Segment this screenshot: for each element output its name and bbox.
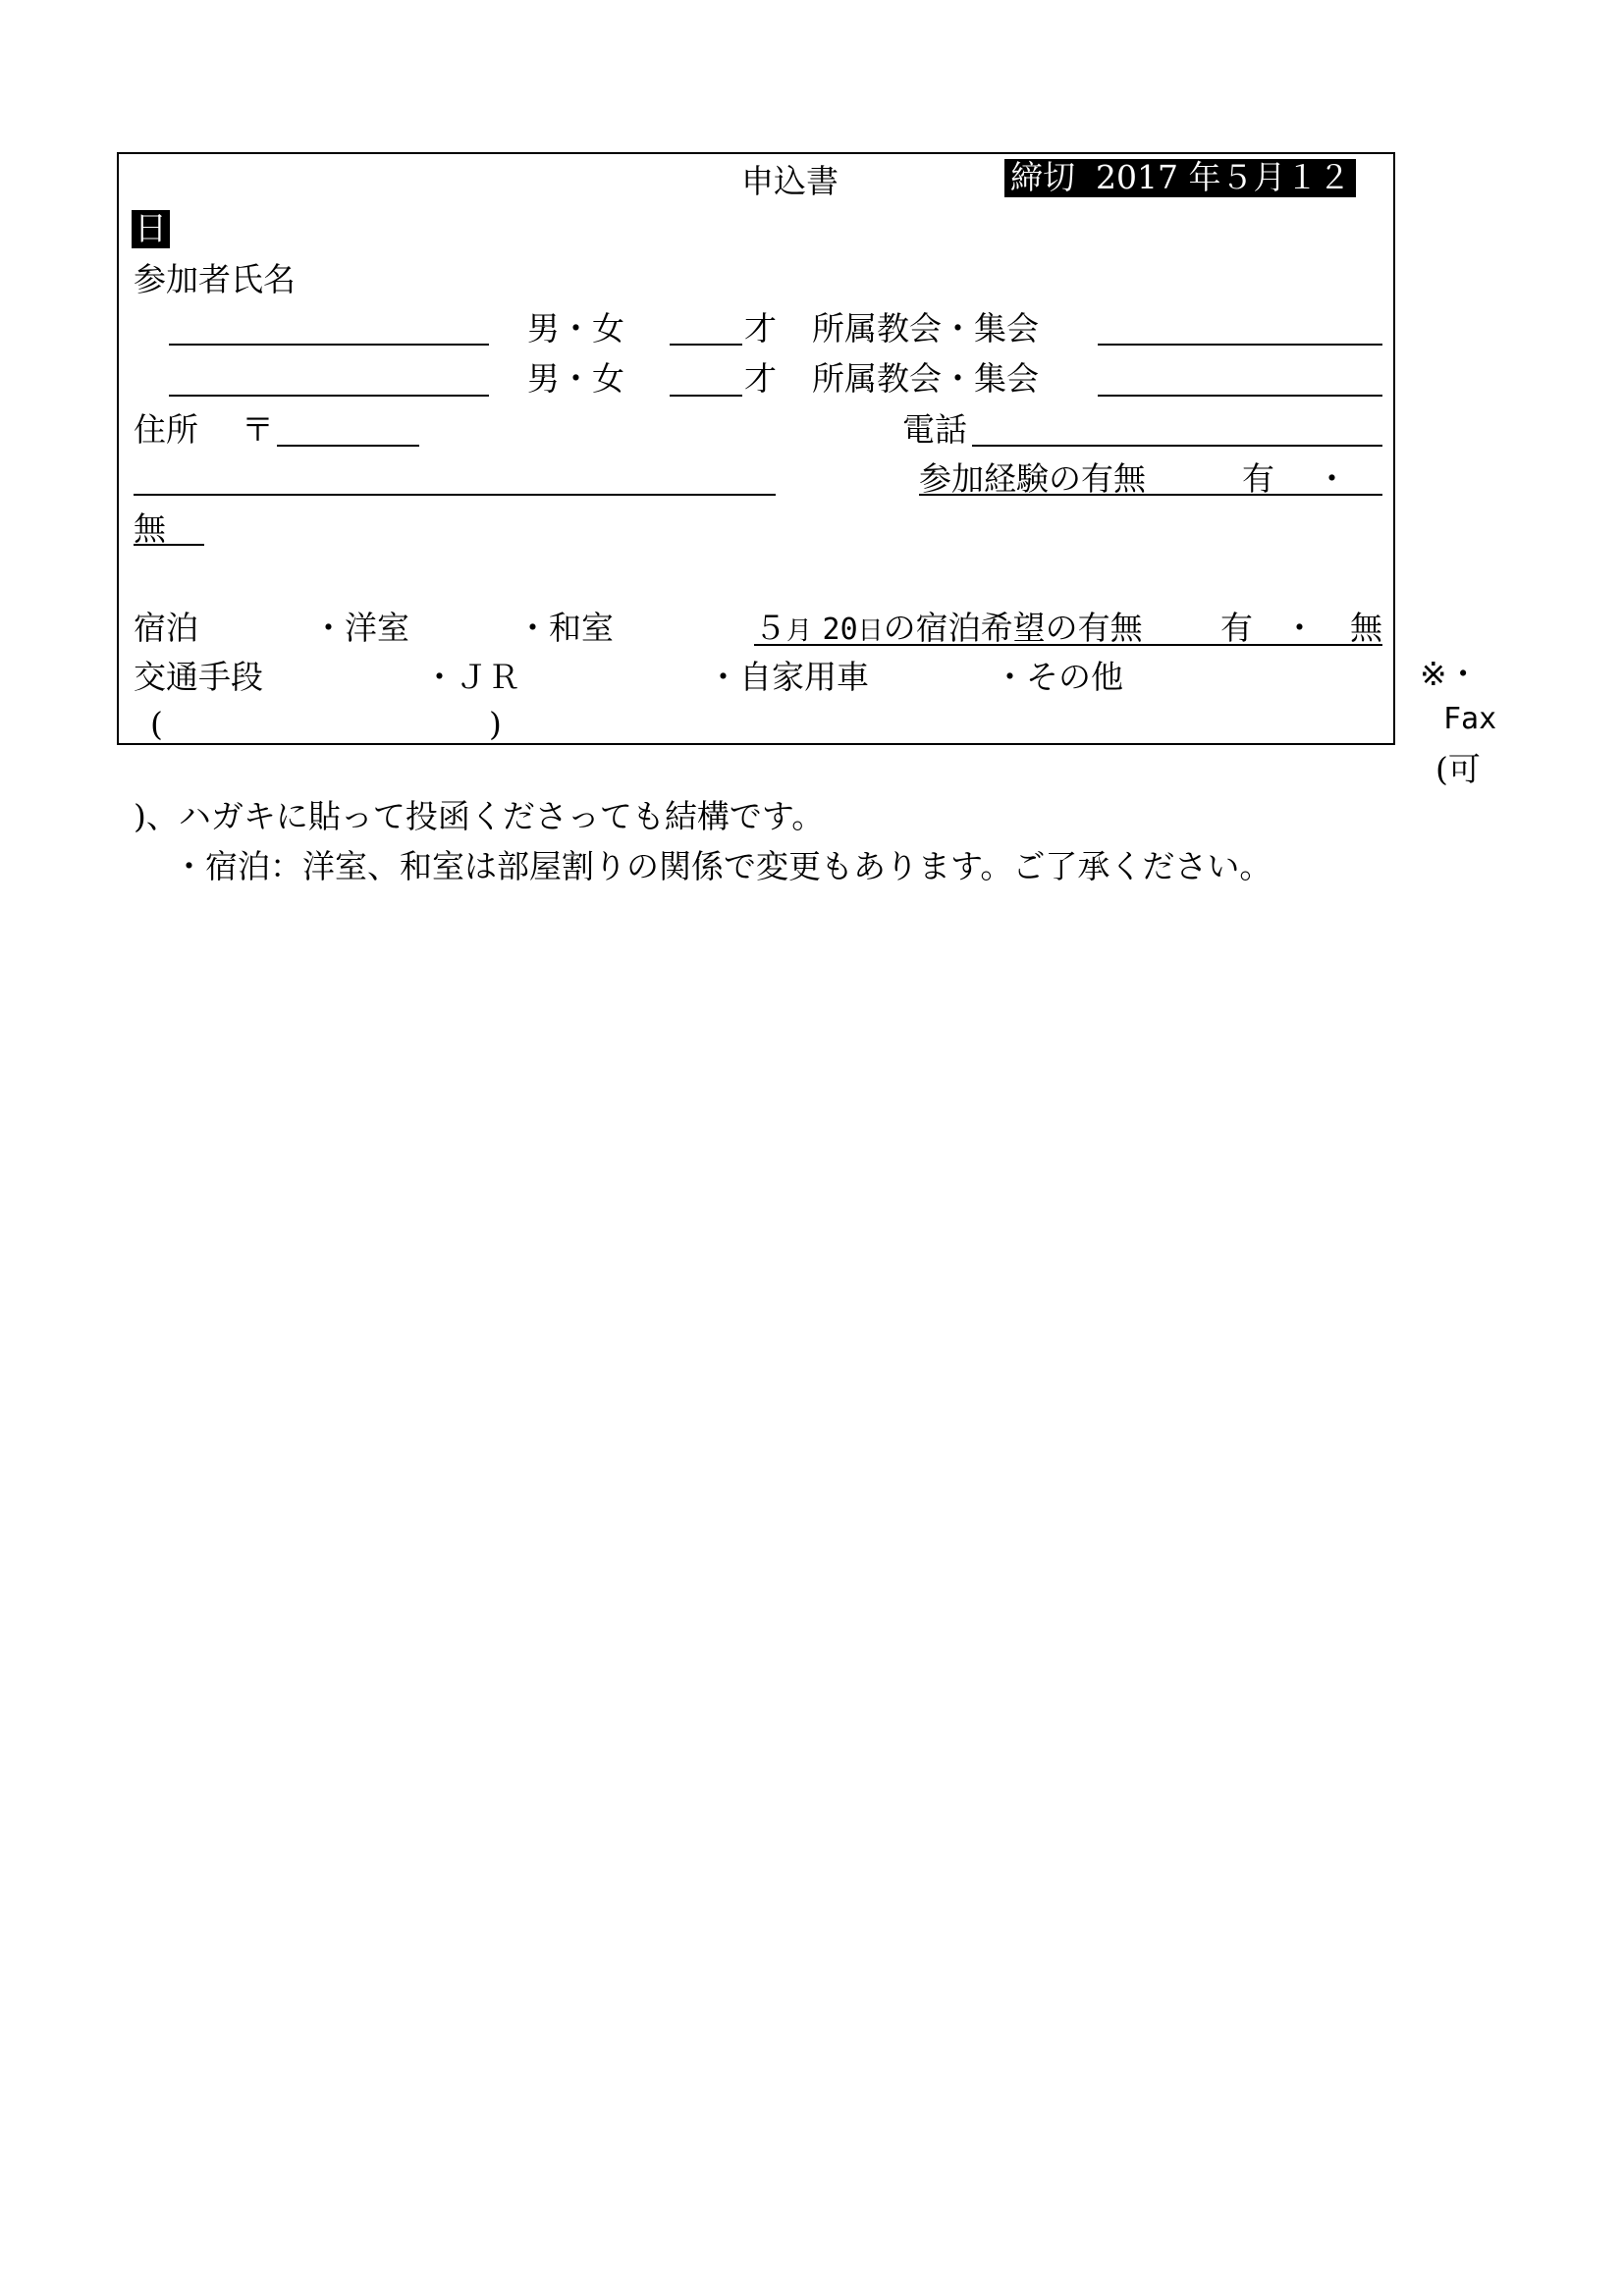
transport-other-option[interactable]: ・その他 — [994, 658, 1123, 696]
participant-label: 参加者氏名 — [134, 260, 296, 298]
experience-yes[interactable]: 有 — [1242, 459, 1274, 498]
address-field[interactable] — [134, 494, 776, 496]
affiliation-label-2: 所属教会・集会 — [812, 359, 1039, 398]
address-label: 住所 — [134, 410, 198, 449]
age-unit-1: 才 — [744, 309, 777, 347]
gender-option-2[interactable]: 男・女 — [527, 359, 624, 398]
experience-underline — [919, 494, 1382, 496]
affiliation-field-2[interactable] — [1098, 395, 1382, 397]
age-field-2[interactable] — [670, 395, 742, 397]
lodging-western-option[interactable]: ・洋室 — [312, 609, 409, 647]
note-line-2: ・宿泊：洋室、和室は部屋割りの関係で変更もあります。ご了承ください。 — [173, 847, 1272, 885]
other-paren-open: ( — [150, 705, 163, 743]
may20-yes[interactable]: 有 — [1220, 609, 1253, 647]
may20-num2: 20 — [822, 613, 858, 647]
deadline-prefix: 締切 — [1010, 158, 1075, 196]
note-paren: (可 — [1435, 750, 1481, 788]
may20-month: 月 — [786, 616, 813, 646]
name-field-2[interactable] — [169, 395, 489, 397]
gender-option-1[interactable]: 男・女 — [527, 309, 624, 347]
may20-num1: ５ — [754, 609, 786, 647]
name-field-1[interactable] — [169, 344, 489, 346]
experience-separator: ・ — [1316, 459, 1348, 498]
other-paren-close: ) — [489, 705, 502, 743]
postal-mark: 〒 — [242, 410, 274, 449]
affiliation-field-1[interactable] — [1098, 344, 1382, 346]
note-mark: ※・ — [1420, 655, 1480, 693]
transport-jr-option[interactable]: ・ＪＲ — [423, 658, 520, 696]
postal-code-field[interactable] — [277, 445, 419, 447]
deadline-badge — [1004, 159, 1356, 197]
deadline-year: 2017 — [1095, 158, 1178, 196]
may20-text: の宿泊希望の有無 — [883, 609, 1143, 647]
phone-field[interactable] — [972, 445, 1382, 447]
age-unit-2: 才 — [744, 359, 777, 398]
may20-day: 日 — [857, 616, 884, 646]
deadline-date: 年５月１２ — [1188, 158, 1351, 196]
note-fax: Fax — [1443, 702, 1497, 736]
experience-no-underline — [134, 544, 204, 546]
application-form — [117, 152, 1395, 745]
transport-car-option[interactable]: ・自家用車 — [707, 658, 869, 696]
age-field-1[interactable] — [670, 344, 742, 346]
note-line-1: )、ハガキに貼って投函くださっても結構です。 — [134, 797, 825, 835]
may20-no[interactable]: 無 — [1350, 609, 1382, 647]
affiliation-label-1: 所属教会・集会 — [812, 309, 1039, 347]
deadline-day: 日 — [132, 210, 170, 248]
experience-no[interactable]: 無 — [134, 509, 166, 548]
form-title: 申込書 — [741, 162, 839, 200]
may20-underline — [754, 644, 1382, 646]
lodging-label: 宿泊 — [134, 609, 198, 647]
may20-separator: ・ — [1283, 609, 1316, 647]
may20-question — [754, 609, 1143, 647]
phone-label: 電話 — [902, 410, 967, 449]
experience-label: 参加経験の有無 — [919, 459, 1146, 498]
lodging-japanese-option[interactable]: ・和室 — [516, 609, 614, 647]
transport-label: 交通手段 — [134, 658, 263, 696]
